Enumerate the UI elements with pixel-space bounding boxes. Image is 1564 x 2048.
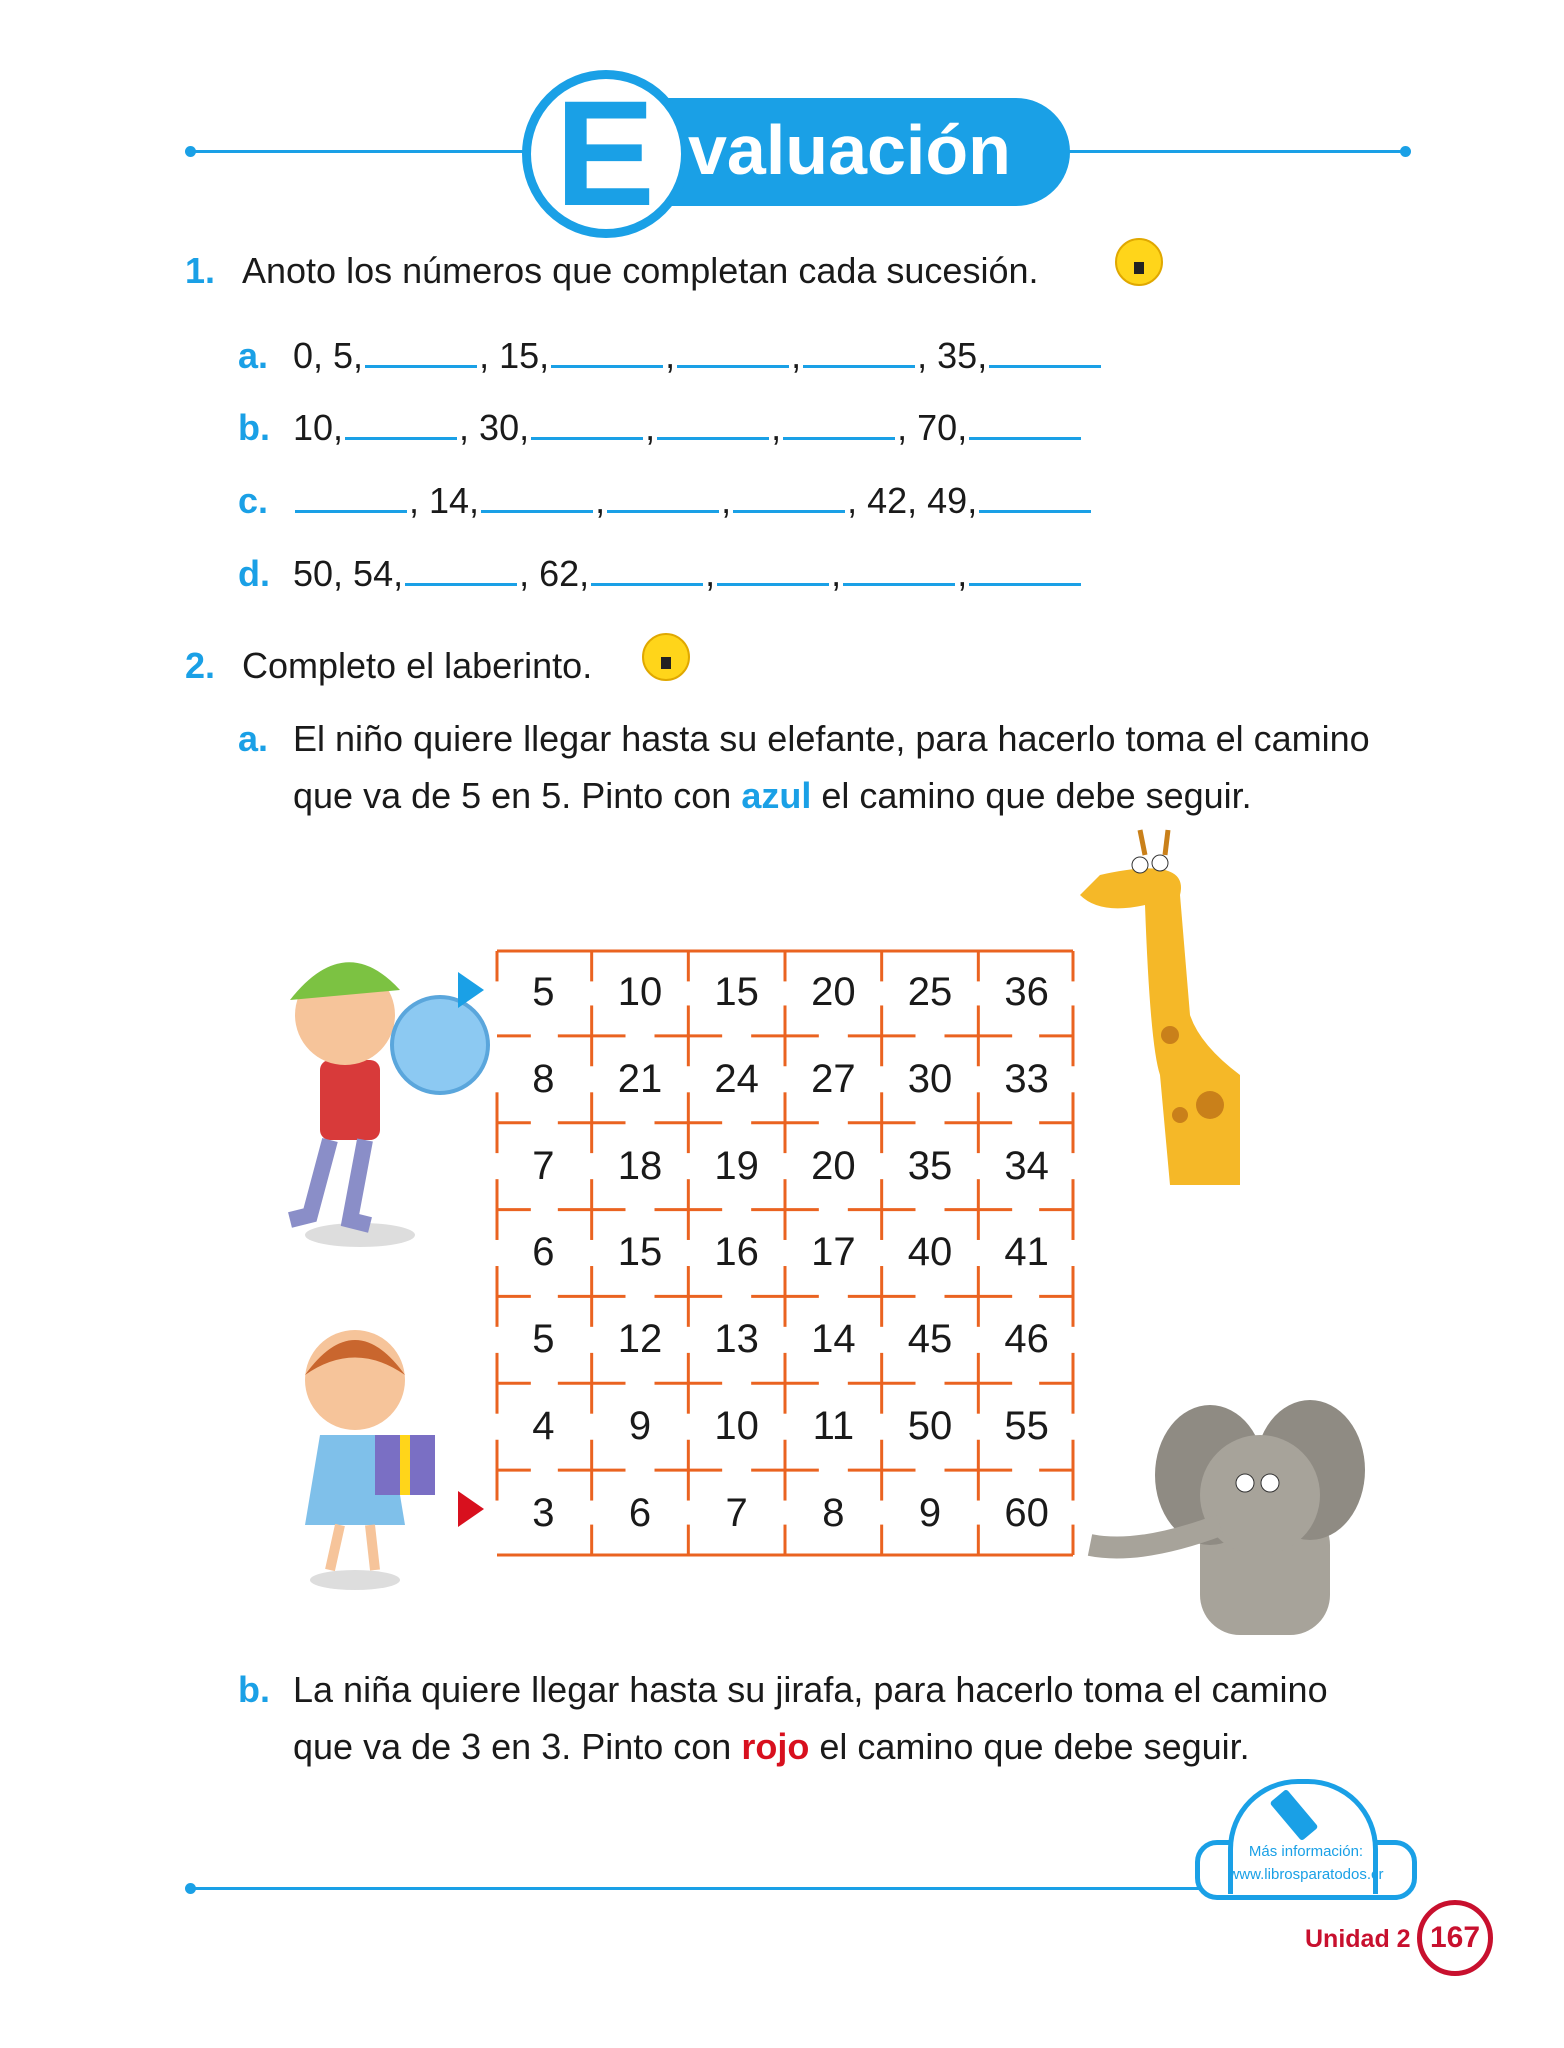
rule-dot <box>1400 146 1411 157</box>
maze-cell[interactable]: 6 <box>532 1230 555 1275</box>
question-1-text: Anoto los números que completan cada sucesión. <box>242 250 1039 291</box>
answer-blank[interactable] <box>969 407 1081 440</box>
answer-blank[interactable] <box>405 553 517 586</box>
answer-blank[interactable] <box>989 335 1101 368</box>
answer-blank[interactable] <box>969 553 1081 586</box>
maze-cell[interactable]: 40 <box>907 1230 953 1275</box>
footer-rule <box>190 1887 1200 1890</box>
q2b-text-start: La niña quiere llegar hasta su jirafa, para hacerlo toma el camino que va de 3 en 3. Pinto con <box>293 1669 1328 1767</box>
boy-with-ball-illustration <box>250 930 490 1260</box>
maze-cell[interactable]: 55 <box>1004 1404 1049 1449</box>
maze-cell[interactable]: 19 <box>714 1143 759 1188</box>
page-number: 167 <box>1417 1900 1493 1976</box>
maze-cell[interactable]: 24 <box>714 1056 759 1101</box>
maze-cell[interactable]: 8 <box>822 1491 845 1536</box>
sequence-label: d. <box>238 553 270 594</box>
maze-cell[interactable]: 46 <box>1004 1317 1049 1362</box>
sequence-label: c. <box>238 480 269 521</box>
maze-start-arrow-red[interactable] <box>456 1489 486 1529</box>
maze-cell[interactable]: 13 <box>714 1317 759 1362</box>
rule-dot <box>185 146 196 157</box>
maze-cell[interactable]: 41 <box>1004 1230 1049 1275</box>
maze-cell[interactable]: 30 <box>907 1056 953 1101</box>
lightbulb-icon <box>1115 238 1163 286</box>
answer-blank[interactable] <box>677 335 789 368</box>
question-2-text: Completo el laberinto. <box>242 645 593 686</box>
answer-blank[interactable] <box>717 553 829 586</box>
more-info-label: Más información: <box>1248 1843 1364 1860</box>
sequence-number: , <box>645 407 656 448</box>
maze-cell[interactable]: 34 <box>1004 1143 1049 1188</box>
title-initial: E <box>555 69 656 237</box>
maze-cell[interactable]: 11 <box>812 1404 855 1449</box>
maze-cell[interactable]: 9 <box>628 1404 652 1449</box>
maze-cell[interactable]: 15 <box>617 1230 663 1275</box>
sequence-number: , 15, <box>479 335 550 376</box>
more-info-link[interactable]: www.librosparatodos.cr <box>1228 1866 1384 1883</box>
number-maze[interactable] <box>495 949 1075 1557</box>
color-word-red: rojo <box>741 1726 810 1767</box>
answer-blank[interactable] <box>345 407 457 440</box>
answer-blank[interactable] <box>551 335 663 368</box>
sequence-number: , 30, <box>459 407 530 448</box>
answer-blank[interactable] <box>783 407 895 440</box>
sequence-number: , <box>831 553 842 594</box>
sequence-label: b. <box>238 407 270 448</box>
header-rule-right <box>1060 150 1405 153</box>
maze-cell[interactable]: 12 <box>617 1317 663 1362</box>
sequence-number: , <box>957 553 968 594</box>
maze-cell[interactable]: 17 <box>811 1230 856 1275</box>
maze-cell[interactable]: 7 <box>725 1491 748 1536</box>
color-word-blue: azul <box>741 775 812 816</box>
q2a-text-end: el camino que debe seguir. <box>811 775 1252 816</box>
lightbulb-icon <box>642 633 690 681</box>
giraffe-illustration <box>1040 815 1280 1195</box>
question-1-number: 1. <box>185 250 216 291</box>
sequence-row <box>238 407 1083 449</box>
maze-cell[interactable]: 50 <box>907 1404 953 1449</box>
maze-cell[interactable]: 36 <box>1004 969 1049 1014</box>
maze-cell[interactable]: 9 <box>918 1491 942 1536</box>
page-title: valuación <box>688 111 1011 189</box>
sequence-row <box>238 553 1083 595</box>
answer-blank[interactable] <box>531 407 643 440</box>
maze-cell[interactable]: 21 <box>617 1056 663 1101</box>
answer-blank[interactable] <box>843 553 955 586</box>
answer-blank[interactable] <box>979 480 1091 513</box>
answer-blank[interactable] <box>481 480 593 513</box>
unit-label: Unidad 2 <box>1305 1925 1411 1953</box>
sequence-number: , 62, <box>519 553 590 594</box>
maze-cell[interactable]: 8 <box>532 1056 555 1101</box>
maze-cell[interactable]: 25 <box>907 969 953 1014</box>
maze-cell[interactable]: 14 <box>811 1317 856 1362</box>
maze-cell[interactable]: 4 <box>532 1404 555 1449</box>
maze-cell[interactable]: 10 <box>617 969 663 1014</box>
sequence-number: 10, <box>293 407 344 448</box>
sequence-number: , <box>771 407 782 448</box>
q2b-label: b. <box>238 1669 270 1710</box>
maze-cell[interactable]: 20 <box>811 969 856 1014</box>
answer-blank[interactable] <box>657 407 769 440</box>
answer-blank[interactable] <box>607 480 719 513</box>
sequence-number: , 42, 49, <box>847 480 978 521</box>
answer-blank[interactable] <box>803 335 915 368</box>
maze-cell[interactable]: 20 <box>811 1143 856 1188</box>
maze-cell[interactable]: 18 <box>617 1143 663 1188</box>
maze-cell[interactable]: 27 <box>811 1056 856 1101</box>
maze-cell[interactable]: 7 <box>532 1143 555 1188</box>
maze-cell[interactable]: 33 <box>1004 1056 1049 1101</box>
sequence-number: , 70, <box>897 407 968 448</box>
maze-cell[interactable]: 60 <box>1004 1491 1049 1536</box>
sequence-number: , <box>665 335 676 376</box>
maze-cell[interactable]: 6 <box>628 1491 652 1536</box>
q2b-text <box>293 1661 1393 1775</box>
answer-blank[interactable] <box>733 480 845 513</box>
sequence-number: , 14, <box>409 480 480 521</box>
answer-blank[interactable] <box>295 480 407 513</box>
sequence-row <box>238 335 1103 377</box>
sequence-row <box>238 480 1093 522</box>
rule-dot <box>185 1883 196 1894</box>
sequence-number: , <box>721 480 732 521</box>
maze-cell[interactable]: 45 <box>907 1317 953 1362</box>
maze-cell[interactable]: 35 <box>907 1143 953 1188</box>
maze-cell[interactable]: 15 <box>714 969 759 1014</box>
maze-start-arrow-blue[interactable] <box>456 970 486 1010</box>
elephant-illustration <box>1080 1395 1380 1645</box>
maze-cell[interactable]: 3 <box>532 1491 555 1536</box>
girl-with-gift-illustration <box>270 1295 460 1595</box>
question-2-number: 2. <box>185 645 216 686</box>
answer-blank[interactable] <box>365 335 477 368</box>
header-rule-left <box>190 150 530 153</box>
sequence-number: , <box>595 480 606 521</box>
sequence-number: , <box>791 335 802 376</box>
sequence-number: , <box>705 553 716 594</box>
sequence-number: , 35, <box>917 335 988 376</box>
q2a-label: a. <box>238 718 269 759</box>
maze-cell[interactable]: 16 <box>714 1230 759 1275</box>
sequence-number: 0, 5, <box>293 335 364 376</box>
maze-cell[interactable]: 5 <box>532 969 555 1014</box>
q2b-text-end: el camino que debe seguir. <box>809 1726 1250 1767</box>
q2a-text-start: El niño quiere llegar hasta su elefante, para hacerlo toma el camino que va de 5 en 5. Pinto con <box>293 718 1370 816</box>
maze-cell[interactable]: 5 <box>532 1317 555 1362</box>
sequence-label: a. <box>238 335 269 376</box>
maze-cell[interactable]: 10 <box>714 1404 759 1449</box>
sequence-number: 50, 54, <box>293 553 404 594</box>
q2a-text <box>293 710 1373 824</box>
answer-blank[interactable] <box>591 553 703 586</box>
